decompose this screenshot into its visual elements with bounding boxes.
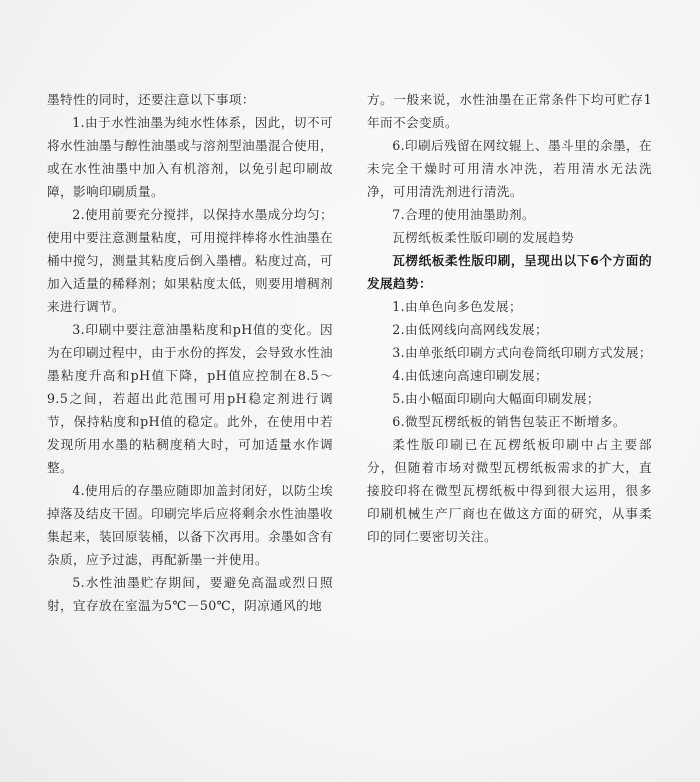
- paragraph-item-1: 1.由于水性油墨为纯水性体系，因此，切不可将水性油墨与醇性油墨或与溶剂型油墨混合使用，或在水性油墨中加入有机溶剂，以免引起印刷故障，影响印刷质量。: [47, 115, 333, 199]
- trend-item-3: 3.由单张纸印刷方式向卷筒纸印刷方式发展；: [392, 345, 652, 360]
- paragraph-item-7: 7.合理的使用油墨助剂。: [392, 207, 535, 222]
- trend-item-4: 4.由低速向高速印刷发展；: [392, 368, 548, 383]
- paragraph-item-6: 6.印刷后残留在网纹辊上、墨斗里的余墨，在未完全干燥时可用清水冲洗，若用清水无法洗净，可用清洗剂进行清洗。: [367, 138, 652, 199]
- trend-item-5: 5.由小幅面印刷向大幅面印刷发展；: [392, 391, 600, 406]
- trend-item-6: 6.微型瓦楞纸板的销售包装正不断增多。: [392, 414, 626, 429]
- right-column: [367, 88, 652, 548]
- paragraph-item-3: 3.印刷中要注意油墨粘度和pH值的变化。因为在印刷过程中，由于水份的挥发，会导致水性油墨粘度升高和pH值下降，pH值应控制在8.5～9.5之间，若超出此范围可用pH稳定剂进行调节，保持粘度和pH值的稳定。此外，在使用中若发现所用水墨的粘稠度稍大时，可加适量水作调整。: [47, 322, 333, 475]
- paragraph-item-4: 4.使用后的存墨应随即加盖封闭好，以防尘埃掉落及结皮干固。印刷完毕后应将剩余水性油墨收集起来，装回原装桶，以备下次再用。余墨如含有杂质，应予过滤，再配新墨一并使用。: [47, 483, 333, 567]
- trend-item-1: 1.由单色向多色发展；: [392, 299, 522, 314]
- left-column: [47, 88, 333, 617]
- conclusion-paragraph: 柔性版印刷已在瓦楞纸板印刷中占主要部分，但随着市场对微型瓦楞纸板需求的扩大，直接胶印将在微型瓦楞纸板中得到很大运用，很多印刷机械生产厂商也在做这方面的研究，从事柔印的同仁要密切关注。: [367, 437, 652, 544]
- section-heading: 瓦楞纸板柔性版印刷的发展趋势: [392, 230, 575, 245]
- paragraph-continuation: 方。一般来说，水性油墨在正常条件下均可贮存1年而不会变质。: [367, 92, 652, 130]
- paragraph-item-5: 5.水性油墨贮存期间，要避免高温或烈日照射，宜存放在室温为5℃－50℃，阴凉通风的地: [47, 575, 333, 613]
- paragraph-continuation: 墨特性的同时，还要注意以下事项：: [47, 92, 255, 107]
- paragraph-item-2: 2.使用前要充分搅拌，以保持水墨成分均匀；使用中要注意测量粘度，可用搅拌棒将水性油墨在桶中搅匀，测量其粘度后倒入墨槽。粘度过高，可加入适量的稀释剂；如果粘度太低，则要用增稠剂来进行调节。: [47, 207, 333, 314]
- trend-item-2: 2.由低网线向高网线发展；: [392, 322, 548, 337]
- section-intro: 瓦楞纸板柔性版印刷，呈现出以下6个方面的发展趋势：: [367, 253, 652, 291]
